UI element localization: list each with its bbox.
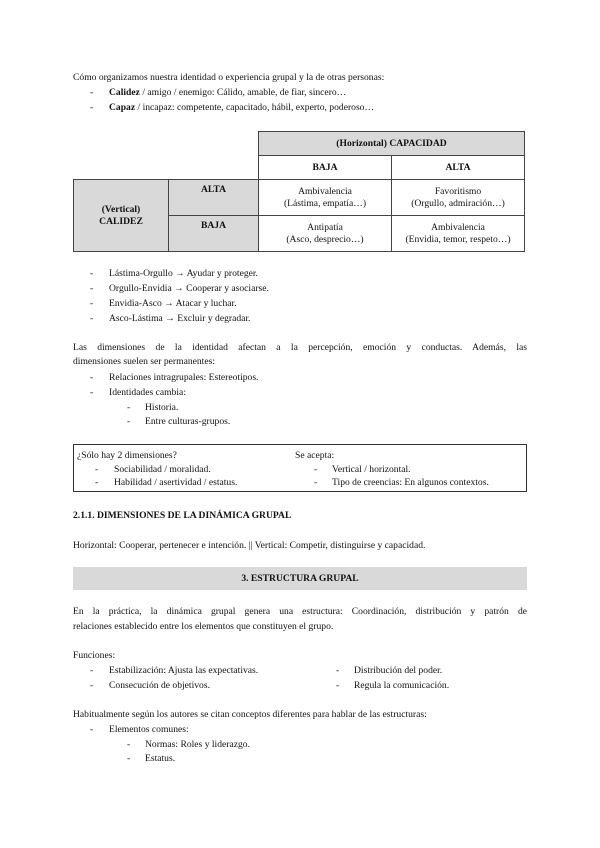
warmth-label: CALIDEZ (99, 215, 143, 227)
cell-baja-alta (392, 216, 525, 252)
bullet-dash: - (90, 283, 94, 294)
bullet-dash: - (336, 665, 340, 676)
column-header-alta: ALTA (392, 156, 525, 180)
cell-alta-alta (392, 180, 525, 216)
section-heading-211: 2.1.1. DIMENSIONES DE LA DINÁMICA GRUPAL (73, 510, 292, 521)
horizontal-label: (Horizontal) (336, 137, 387, 149)
capacity-label: CAPACIDAD (386, 137, 447, 149)
section-211-text: Horizontal: Cooperar, pertenecer e intención. || Vertical: Competir, distinguirse y capacidad. (73, 540, 426, 551)
bullet-dash: - (95, 464, 99, 475)
function-item: Estabilización: Ajusta las expectativas. (109, 665, 259, 676)
intro-item-text: / incapaz: competente, capacitado, hábil, experto, poderoso… (135, 102, 375, 113)
bullet-dash: - (127, 739, 131, 750)
cell-title: Antipatía (307, 221, 343, 233)
bullet-dash: - (95, 477, 99, 488)
table-empty-cell (169, 132, 259, 156)
intro-item-bold: Calidez (109, 87, 140, 98)
dimensions-paragraph-line2: dimensiones suelen ser permanentes: (73, 356, 215, 367)
section-3-paragraph-line1: En la práctica, la dinámica grupal genera una estructura: Coordinación, distribución y patrón de (73, 606, 527, 617)
common-element-item: Normas: Roles y liderazgo. (145, 739, 250, 750)
table-empty-cell (169, 156, 259, 180)
box-left-title: ¿Sólo hay 2 dimensiones? (77, 450, 177, 461)
dimensions-note-box (73, 444, 527, 492)
dimensions-paragraph-line1: Las dimensiones de la identidad afectan a la percepción, emoción y conductas. Además, las (73, 342, 527, 353)
box-left-item: Habilidad / asertividad / estatus. (114, 477, 238, 488)
functions-label: Funciones: (73, 650, 116, 661)
bullet-dash: - (90, 387, 94, 398)
vertical-warmth-header (74, 180, 169, 252)
table-empty-cell (74, 156, 169, 180)
cell-detail: (Envidia, temor, respeto…) (405, 233, 511, 245)
bullet-dash: - (90, 724, 94, 735)
cell-title: Favoritismo (434, 185, 482, 197)
intro-item-text: / amigo / enemigo: Cálido, amable, de fiar, sincero… (139, 87, 347, 98)
dimensions-item: Identidades cambia: (109, 387, 186, 398)
intro-item-capaz (109, 102, 374, 114)
emotion-item: Lástima-Orgullo → Ayudar y proteger. (109, 268, 258, 279)
bullet-dash: - (90, 87, 94, 98)
bullet-dash: - (90, 102, 94, 113)
dimensions-subitem: Entre culturas-grupos. (145, 416, 231, 427)
bullet-dash: - (336, 680, 340, 691)
bullet-dash: - (90, 680, 94, 691)
function-item: Consecución de objetivos. (109, 680, 210, 691)
cell-title: Ambivalencia (431, 221, 485, 233)
common-elements-label: Elementos comunes: (109, 724, 189, 735)
section-heading-3: 3. ESTRUCTURA GRUPAL (73, 567, 527, 590)
common-element-item: Estatus. (145, 753, 176, 764)
emotion-item: Envidia-Asco → Atacar y luchar. (109, 298, 237, 309)
bullet-dash: - (90, 372, 94, 383)
horizontal-capacity-header (259, 132, 525, 156)
authors-line: Habitualmente según los autores se citan conceptos diferentes para hablar de las estructuras: (73, 709, 427, 720)
box-left-item: Sociabilidad / moralidad. (114, 464, 211, 475)
emotion-item: Orgullo-Envidia → Cooperar y asociarse. (109, 283, 269, 294)
table-empty-cell (74, 132, 169, 156)
function-item: Regula la comunicación. (354, 680, 450, 691)
bullet-dash: - (314, 477, 318, 488)
section-3-paragraph-line2: relaciones establecido entre los elementos que constituyen el grupo. (73, 621, 334, 632)
intro-item-bold: Capaz (109, 102, 136, 113)
cell-detail: (Orgullo, admiración…) (411, 197, 505, 209)
column-header-baja: BAJA (259, 156, 392, 180)
bullet-dash: - (90, 268, 94, 279)
function-item: Distribución del poder. (354, 665, 443, 676)
emotion-item: Asco-Lástima → Excluir y degradar. (109, 313, 251, 324)
bullet-dash: - (90, 313, 94, 324)
intro-line: Cómo organizamos nuestra identidad o experiencia grupal y la de otras personas: (73, 72, 385, 83)
vertical-label: (Vertical) (101, 203, 141, 215)
bullet-dash: - (314, 464, 318, 475)
bullet-dash: - (90, 665, 94, 676)
box-right-title: Se acepta: (295, 450, 335, 461)
bullet-dash: - (127, 753, 131, 764)
row-header-alta: ALTA (169, 180, 259, 216)
cell-alta-baja (259, 180, 392, 216)
cell-detail: (Lástima, empatía…) (283, 197, 367, 209)
box-right-item: Vertical / horizontal. (332, 464, 411, 475)
cell-baja-baja (259, 216, 392, 252)
row-header-baja: BAJA (169, 216, 259, 252)
bullet-dash: - (127, 416, 131, 427)
cell-title: Ambivalencia (298, 185, 352, 197)
dimensions-subitem: Historia. (145, 402, 179, 413)
dimensions-item: Relaciones intragrupales: Estereotipos. (109, 372, 259, 383)
bullet-dash: - (127, 402, 131, 413)
capacity-warmth-table (73, 131, 525, 252)
box-right-item: Tipo de creencias: En algunos contextos. (332, 477, 489, 488)
bullet-dash: - (90, 298, 94, 309)
cell-detail: (Asco, desprecio…) (286, 233, 364, 245)
intro-item-calidez (109, 87, 346, 99)
